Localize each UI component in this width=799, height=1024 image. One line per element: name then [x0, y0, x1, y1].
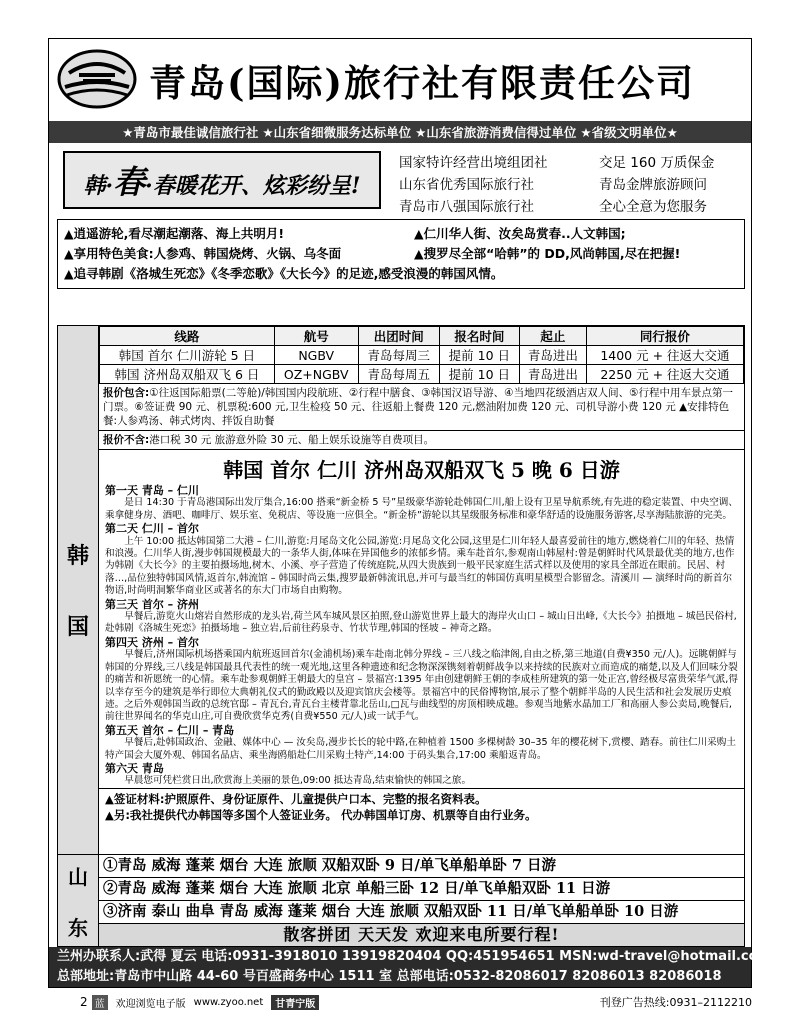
highlight-item: ▲仁川华人街、汝矣岛赏春..人文韩国;	[414, 226, 626, 241]
col-header-depart: 出团时间	[358, 327, 439, 346]
qualification-item: 交足 160 万质保金	[599, 155, 715, 171]
company-logo	[57, 47, 137, 111]
qualification-item: 青岛金牌旅游顾问	[599, 177, 707, 193]
highlight-item: ▲逍遥游轮,看尽潮起潮落、海上共明月!	[64, 226, 285, 241]
shandong-section	[57, 855, 745, 947]
welcome-text: 欢迎浏览电子版	[115, 998, 186, 1010]
highlight-item: ▲享用特色美食:人参鸡、韩国烧烤、火锅、乌冬面	[64, 246, 342, 261]
qualification-item: 青岛市八强国际旅行社	[399, 199, 534, 215]
website-link[interactable]: www.zyoo.net	[193, 996, 264, 1008]
honor-item: ★山东省细微服务达标单位	[262, 125, 412, 140]
table-cell: 提前 10 日	[439, 346, 519, 365]
promo-pre: 韩·	[83, 173, 114, 199]
ad-frame	[48, 38, 772, 988]
day-text: 早晨您可凭栏赏日出,欣赏海上美丽的景色,09:00 抵达青岛,结束愉快的韩国之旅。	[124, 775, 472, 787]
shandong-slogan: 散客拼团 天天发 欢迎来电所要行程!	[99, 924, 744, 946]
day-heading: 第二天 仁川 – 首尔	[105, 522, 199, 536]
highlight-item: ▲搜罗尽全部“哈韩”的 DD,风尚韩国,尽在把握!	[414, 246, 681, 261]
highlight-item: ▲追寻韩剧《洛城生死恋》《冬季恋歌》《大长今》的足迹,感受浪漫的韩国风情。	[64, 266, 504, 281]
itinerary	[99, 485, 744, 788]
table-cell: 提前 10 日	[439, 365, 519, 384]
korea-side-label	[58, 326, 99, 854]
included-text: ①往返国际船票(二等舱)/韩国国内段航班、②行程中膳食、③韩国汉语导游、④当地四花级酒店双人间、⑤行程中用车景点第一门票。⑥签证费 90 元、机票税:600 元,卫生检疫 50 元、往返船上餐费 120 元,燃油附加费 120 元、司机导游小费 120 元 ▲安排特色餐:人参鸡汤、韩式烤肉、拌饭自助餐	[103, 387, 733, 427]
table-cell: 青岛每周五	[358, 365, 439, 384]
col-header-signup: 报名时间	[439, 327, 519, 346]
edition-badge: 甘青宁版	[271, 995, 319, 1010]
price-included	[99, 384, 744, 431]
promo-post: ·春暖花开、炫彩纷呈!	[145, 173, 361, 199]
day-heading: 第四天 济州 – 首尔	[105, 635, 199, 649]
table-cell: 青岛进出	[519, 346, 586, 365]
itinerary-title: 韩国 首尔 仁川 济州岛双船双飞 5 晚 6 日游	[223, 458, 620, 482]
day-heading: 第一天 青岛 – 仁川	[105, 484, 199, 497]
promo-slogan	[83, 157, 360, 203]
col-header-price: 同行报价	[586, 327, 743, 346]
table-cell: 青岛进出	[519, 365, 586, 384]
qualifications	[399, 151, 745, 215]
company-name: 青岛(国际)旅行社有限责任公司	[149, 61, 696, 105]
contact-headquarters: 总部地址:青岛市中山路 44-60 号百盛商务中心 1511 室 总部电话:0532-82086017 82086013 82086018	[57, 969, 722, 984]
note-item: ▲签证材料:护照原件、身份证原件、儿童提供户口本、完整的报名资料表。	[105, 791, 487, 806]
side-char: 东	[68, 915, 88, 940]
table-row	[100, 346, 744, 365]
shandong-side-label	[58, 855, 99, 946]
route-table	[99, 326, 744, 384]
visa-notes	[99, 788, 744, 825]
contact-lanzhou: 兰州办联系人:武得 夏云 电话:0931-3918010 13919820404 QQ:451954651 MSN:wd-travel@hotmail.com	[57, 949, 772, 964]
table-cell: 韩国 济州岛双船双飞 6 日	[100, 365, 275, 384]
page-number: 2	[80, 995, 88, 1009]
day-heading: 第五天 首尔 – 仁川 – 青岛	[105, 723, 235, 737]
ad-hotline: 刊登广告热线:0931–2112210	[599, 996, 752, 1009]
page-footer	[80, 992, 752, 1012]
day-text: 是日 14:30 于青岛港国际出发厅集合,16:00 搭乘“新金桥 5 号”星级豪华游轮赴韩国仁川,船上设有卫星导航系统,有先进的稳定装置、中央空调、乘拿健身房、酒吧、咖啡厅、娱乐室、免税店、等设施一应俱全。“新金桥”游轮以其星级服务标准和豪华舒适的设施服务游客,尽享海陆旅游的完美。	[105, 497, 738, 521]
shandong-routes	[99, 855, 744, 946]
qualification-item: 国家特许经营出境组团社	[399, 155, 548, 171]
day-heading: 第六天 青岛	[105, 761, 164, 775]
shandong-route: ③济南 泰山 曲阜 青岛 威海 蓬莱 烟台 大连 旅顺 双船双卧 11 日/单飞单船单卧 10 日游	[99, 901, 744, 924]
day-text: 早餐后,游览火山熔岩自然形成的龙头岩,荷兰风车城风景区拍照,登山游览世界上最大的海岸火山口 – 城山日出峰,《大长今》拍摄地 – 城邑民俗村,赴韩剧《洛城生死恋》拍摄场地 – 独立岩,后前往药泉寺、竹状节理,韩国的怪坡 – 神奇之路。	[105, 611, 737, 635]
highlights-box	[57, 219, 745, 289]
table-cell: 韩国 首尔 仁川游轮 5 日	[100, 346, 275, 365]
shandong-route: ①青岛 威海 蓬莱 烟台 大连 旅顺 双船双卧 9 日/单飞单船单卧 7 日游	[99, 855, 744, 878]
honors-bar	[49, 121, 751, 143]
note-item: ▲另:我社提供代办韩国等多国个人签证业务。 代办韩国单订房、机票等自由行业务。	[105, 807, 537, 822]
table-cell: 2250 元 + 往返大交通	[586, 365, 743, 384]
contact-bar	[49, 947, 772, 987]
included-label: 报价包含:	[103, 387, 150, 399]
side-char: 山	[68, 864, 88, 889]
table-row	[100, 365, 744, 384]
day-text: 上午 10:00 抵达韩国第二大港 – 仁川,游览:月尾岛文化公园,游览:月尾岛文化公园,这里是仁川年轻人最喜爱前往的地方,燃烧着仁川的年轻、热情和浪漫。仁川华人街,漫步韩国规模最大的一条华人街,体味在异国他乡的浓郁乡情。乘车赴首尔,参观南山韩屋村:曾是朝鲜时代风景最优美的地方,也作为韩剧《大长今》的主要拍摄场地,树木、小溪、亭子营造了传统庭院,从四大贵族到一般平民家庭生活式样以及使用的家具全部近在眼前。民居、村落…,品位独特韩国风情,返首尔,韩流馆 – 韩国时尚云集,搜罗最新韩流讯息,并可与最当红的韩国仿真明星模型合影留念。清溪川 — 演绎时尚的新首尔物语,时尚明洞繁华商业区或著名的东大门市场自由购物。	[105, 535, 735, 597]
honor-item: ★山东省旅游消费信得过单位	[415, 125, 577, 140]
honor-item: ★青岛市最佳诚信旅行社	[122, 125, 259, 140]
color-tag: 蓝	[92, 995, 108, 1010]
table-cell: OZ+NGBV	[274, 365, 358, 384]
col-header-route: 线路	[100, 327, 275, 346]
promo-banner	[63, 151, 381, 209]
col-header-endpoints: 起止	[519, 327, 586, 346]
shandong-route: ②青岛 威海 蓬莱 烟台 大连 旅顺 北京 单船三卧 12 日/单飞单船双卧 11 日游	[99, 878, 744, 901]
qualification-item: 全心全意为您服务	[599, 199, 707, 215]
excluded-label: 报价不含:	[103, 434, 150, 446]
col-header-flight: 航号	[274, 327, 358, 346]
promo-big: 春	[113, 163, 146, 201]
korea-main	[99, 326, 744, 854]
table-cell: NGBV	[274, 346, 358, 365]
day-text: 早餐后,赴韩国政治、金融、媒体中心 — 汝矣岛,漫步长长的轮中路,在种植着 1500 多棵树龄 30–35 年的樱花树下,赏樱、踏春。前往仁川采购土特产国会大厦外观、韩国名品店、乘坐海鸥船赴仁川采购土特产,14:00 于码头集合,17:00 乘船返青岛。	[105, 737, 736, 761]
day-text: 早餐后,济州国际机场搭乘国内航班返回首尔(金浦机场)乘车赴南北韩分界线 – 三八线之临津阁,自由之桥,第三地道(自费¥350 元/人)。远眺朝鲜与韩国的分界线,三八线是韩国最具代表性的统一观光地,这里各种遗迹和纪念物深深镌刻着朝鲜战争以来持续的民族对立而造成的痛楚,以及人们回味分裂的痛苦和祈愿统一的心情。乘车赴参观朝鲜王朝最大的皇宫 – 景福宫:1395 年由创建朝鲜王朝的李成桂所建筑的第一处正宫,曾经极尽富贵荣华气派,得以幸存至今的建筑是举行即位大典朝礼仪式的勤政殿以及迎宾馆庆会楼等。景福宫中的民俗博物馆,展示了整个朝鲜半岛的人民生活和社会发展历史痕迹。之后外观韩国当政的总统官邸 – 青瓦台,青瓦台主楼背靠北岳山,□瓦与曲线型的房顶相映成趣。参观当地紫水晶加工厂和高丽人参公卖局,晚餐后,前往世界闻名的华克山庄,可自费欣赏华克秀(自费¥550 元/人)或一试手气。	[105, 649, 738, 723]
qualification-item: 山东省优秀国际旅行社	[399, 177, 534, 193]
korea-section	[57, 325, 745, 855]
side-char: 韩	[66, 543, 89, 569]
price-excluded	[99, 431, 744, 450]
table-cell: 青岛每周三	[358, 346, 439, 365]
side-char: 国	[66, 614, 89, 640]
header	[49, 39, 751, 119]
table-cell: 1400 元 + 往返大交通	[586, 346, 743, 365]
honor-item: ★省级文明单位★	[580, 125, 678, 140]
day-heading: 第三天 首尔 – 济州	[105, 597, 199, 611]
excluded-text: 港口税 30 元 旅游意外险 30 元、船上娱乐设施等自费项目。	[149, 434, 435, 446]
